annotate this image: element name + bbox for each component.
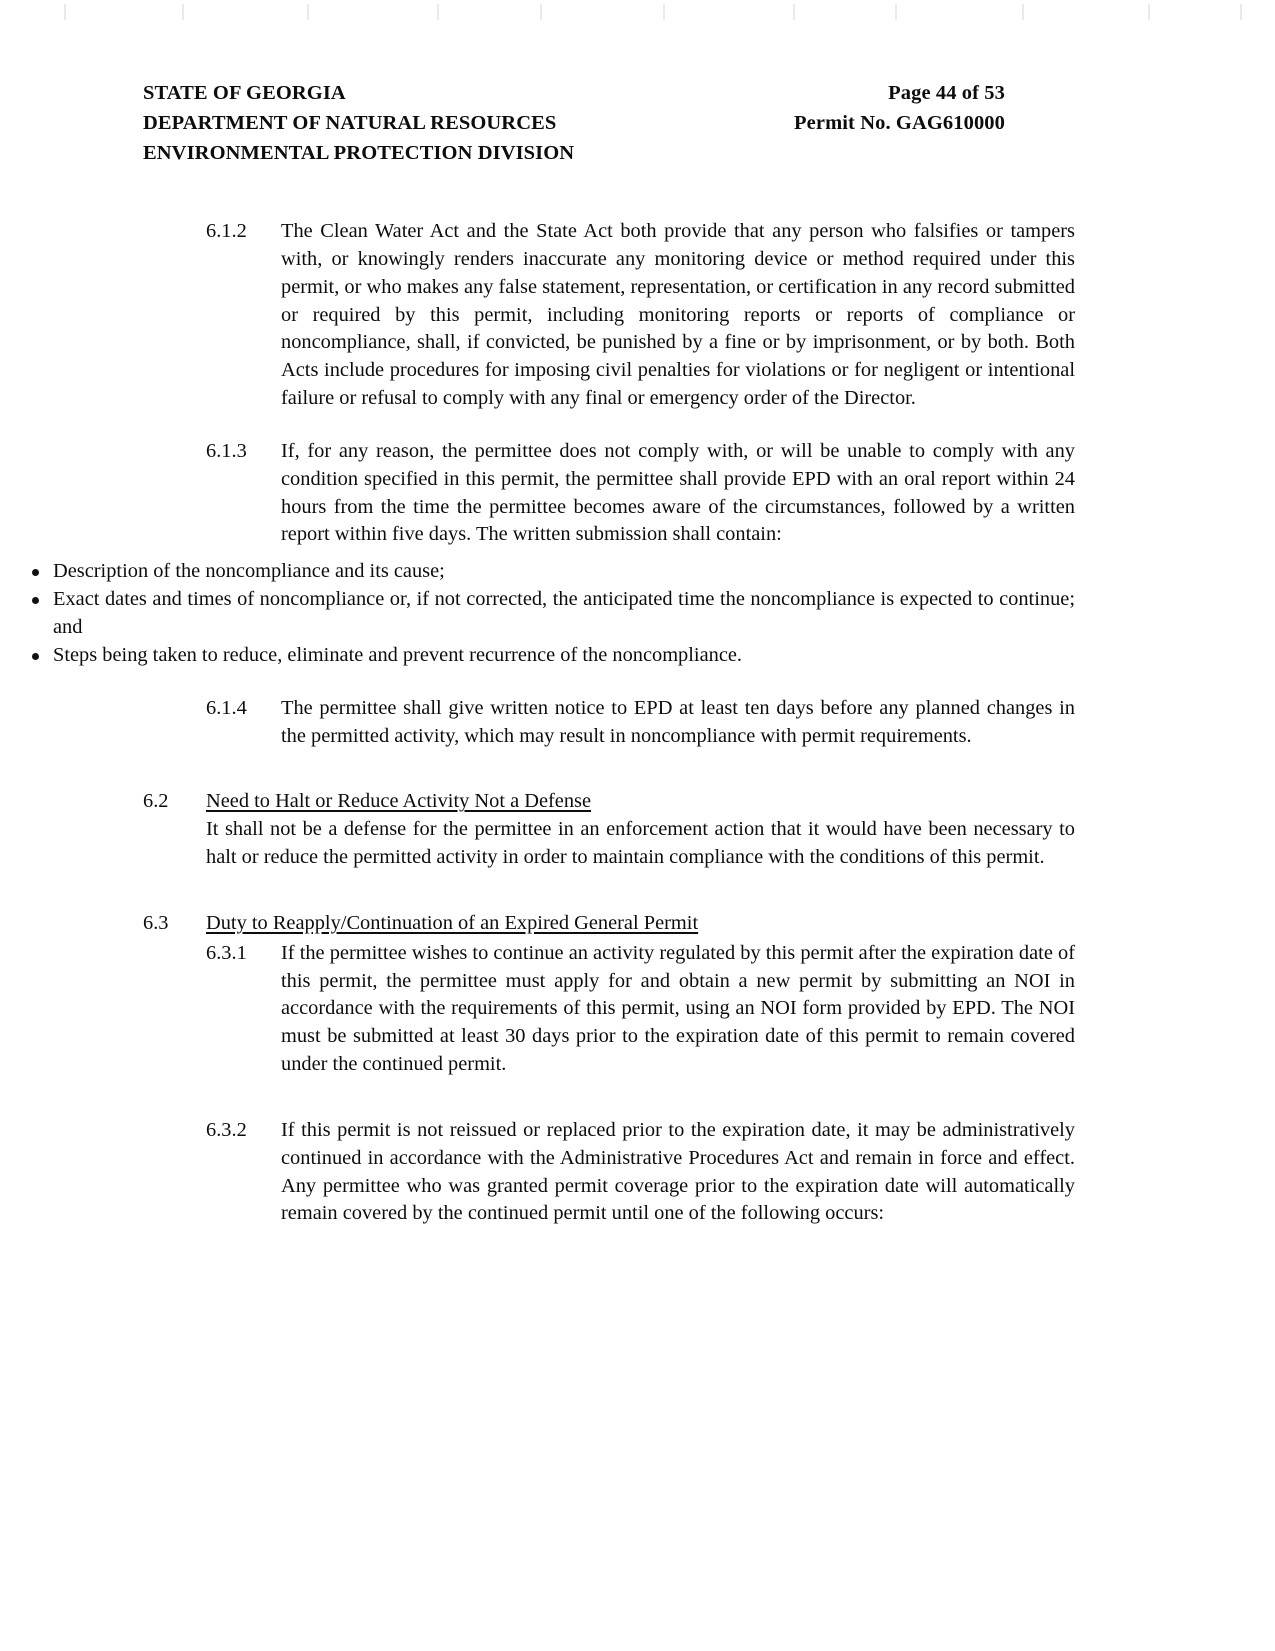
section-6-2 (0, 788, 1275, 872)
list-item-text: Exact dates and times of noncompliance or, if not corrected, the anticipated time the noncompliance is expected to continue; and (53, 588, 1075, 638)
section-title-6-3: Duty to Reapply/Continuation of an Expired General Permit (206, 911, 699, 934)
permit-meta-block (794, 78, 1005, 138)
clause-number-6-3-2: 6.3.2 (206, 1118, 247, 1141)
clause-text-6-3-2: If this permit is not reissued or replaced prior to the expiration date, it may be administratively continued in accordance with the Administrative Procedures Act and remain in force and effect. Any permittee who was granted permit coverage prior to the expiration date will automatically remain covered by the continued permit until one of the following occurs: (281, 1118, 1075, 1225)
agency-line-department: DEPARTMENT OF NATURAL RESOURCES (143, 112, 557, 135)
clause-6-1-3 (0, 438, 1275, 549)
section-number-6-2: 6.2 (143, 790, 169, 813)
scan-artifacts (0, 0, 1275, 26)
clause-6-3-1 (206, 940, 1075, 1079)
bullet-icon (32, 653, 39, 660)
bullet-icon (32, 569, 39, 576)
clause-number-6-1-3: 6.1.3 (206, 439, 247, 462)
clause-6-1-4 (0, 695, 1275, 751)
section-6-3 (0, 910, 1275, 1228)
clause-6-1-3-bullets (0, 558, 1275, 669)
agency-line-division: ENVIRONMENTAL PROTECTION DIVISION (143, 142, 575, 165)
page-number-label: Page 44 of 53 (888, 82, 1005, 104)
section-title-6-2: Need to Halt or Reduce Activity Not a Defense (206, 790, 592, 813)
clause-text-6-3-1: If the permittee wishes to continue an activity regulated by this permit after the expiration date of this permit, the permittee must apply for and obtain a new permit by submitting an NOI in accordance with the requirements of this permit, using an NOI form provided by EPD. The NOI must be submitted at least 30 days prior to the expiration date of this permit to remain covered under the continued permit. (281, 941, 1075, 1076)
list-item-text: Description of the noncompliance and its cause; (53, 560, 445, 583)
document-body (0, 218, 1275, 1252)
clause-text-6-1-4: The permittee shall give written notice to EPD at least ten days before any planned changes in the permitted activity, which may result in noncompliance with permit requirements. (281, 696, 1075, 747)
agency-block (143, 78, 574, 168)
clause-number-6-3-1: 6.3.1 (206, 941, 247, 964)
clause-6-3-2 (206, 1117, 1075, 1228)
section-6-3-subclauses (206, 940, 1075, 1229)
clause-number-6-1-2: 6.1.2 (206, 220, 247, 242)
section-number-6-3: 6.3 (143, 911, 169, 934)
list-item-text: Steps being taken to reduce, eliminate and prevent recurrence of the noncompliance. (53, 643, 743, 666)
bullet-icon (32, 597, 39, 604)
list-item (16, 558, 1075, 586)
list-item (16, 642, 1075, 670)
clause-text-6-1-3: If, for any reason, the permittee does not comply with, or will be unable to comply with any condition specified in this permit, the permittee shall provide EPD with an oral report within 24 hours from the time the permittee becomes aware of the circumstances, followed by a written report within five days. The written submission shall contain: (281, 439, 1075, 546)
clause-text-6-1-2: The Clean Water Act and the State Act both provide that any person who falsifies or tampers with, or knowingly renders inaccurate any monitoring device or method required under this permit, or who makes any false statement, representation, or certification in any record submitted or required by this permit, including monitoring reports or reports of compliance or noncompliance, shall, if convicted, be punished by a fine or by imprisonment, or by both. Both Acts include procedures for imposing civil penalties for violations or for negligent or intentional failure or refusal to comply with any final or emergency order of the Director. (281, 220, 1075, 410)
clause-number-6-1-4: 6.1.4 (206, 696, 247, 719)
document-header (143, 78, 1005, 168)
noncompliance-report-list (16, 558, 1075, 669)
section-text-6-2: It shall not be a defense for the permittee in an enforcement action that it would have been necessary to halt or reduce the permitted activity in order to maintain compliance with the conditions of this permit. (206, 818, 1075, 869)
permit-number-label: Permit No. GAG610000 (794, 112, 1005, 135)
agency-line-state: STATE OF GEORGIA (143, 82, 346, 104)
clause-6-1-2 (0, 218, 1275, 413)
list-item (16, 586, 1075, 642)
